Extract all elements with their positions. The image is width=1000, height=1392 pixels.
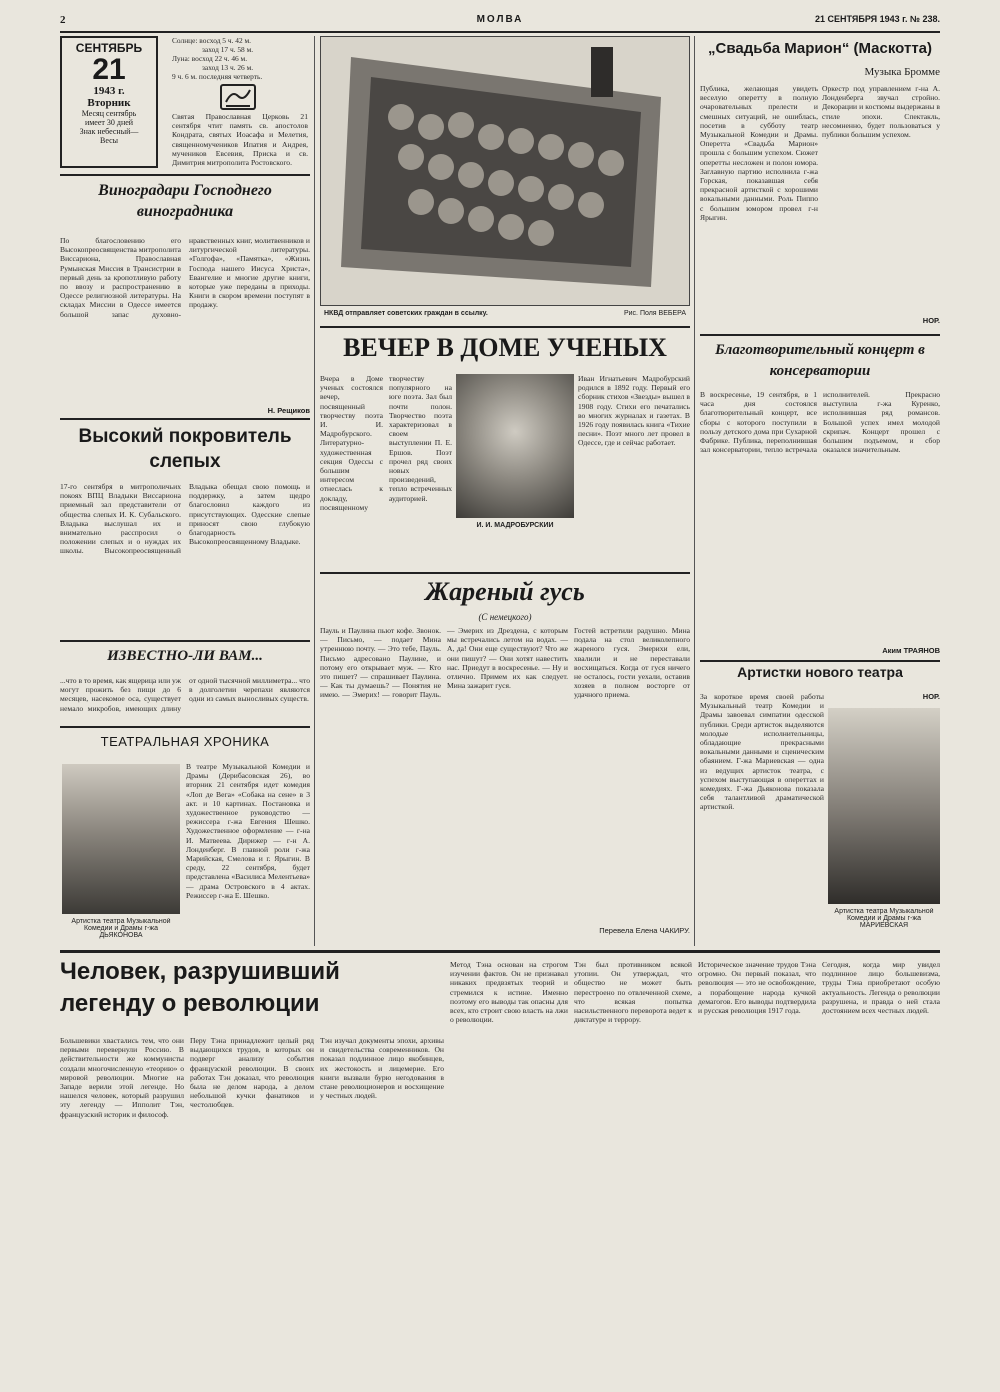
calendar-line: Месяц сентябрь [81, 109, 137, 118]
article-title: Жареный гусь [425, 577, 585, 606]
astro-line: Луна: восход 22 ч. 46 м. [172, 54, 248, 63]
article-subtitle: Музыка Бромме [864, 66, 940, 78]
section-rule [60, 418, 310, 420]
column-rule [694, 36, 695, 946]
section-rule [60, 726, 310, 728]
article-body: За короткое время своей работы Музыкальный театр Комедии и Драмы завоевал симпатии одесской публики. Среди артисток выделяются молодые исполнительницы, обладающие прекрасными вокальными данными и сценическим обаянием. Г-жа Мариевская — одна из ведущих артисток театра, с успехом выступающая в опереттах и комедиях. Г-жа Дьяконова показала себя талантливой драматической артисткой. [700, 692, 824, 812]
article-signature: Н. Рещиков [267, 406, 310, 415]
calendar-day: 21 [92, 53, 126, 86]
astro-line: заход 17 ч. 58 м. [202, 45, 254, 54]
section-rule [60, 640, 310, 642]
calendar-year: 1943 г. [93, 85, 125, 97]
article-body: ...что в то время, как ящерица или уж могут прожить без пищи до 6 месяцев, насекомое оса, существует немало микробов, имеющих длину от одной тысячной миллиметра... что в долголетии черепахи являются одни из самых выносливых существ. [60, 676, 310, 713]
astro-line: Солнце: восход 5 ч. 42 м. [172, 36, 252, 45]
astro-line: заход 13 ч. 26 м. [202, 63, 254, 72]
article-body: Перу Тэна принадлежит целый ряд выдающихся трудов, в которых он подверг анализу события французской революции. В своих работах Тэн доказал, что революция была не делом народа, а делом небольшой кучки фанатиков и честолюбцев. [190, 1036, 314, 1110]
article-body: В театре Музыкальной Комедии и Драмы (Дерибасовская 26), во вторник 21 сентября идет комедия «Лоп де Вега» «Собака на сене» в 3 акт. и 10 картинах. Постановка и художественное руководство — режиссера г-жа Евгения Шешко. Художественное оформление — г-на И. Матвеева. Дирижер — г-н А. Лонденберг. В главной роли г-жа Марийская, Смелова и г. Ярыгин. В среду, 22 сентября, будет представлена «Василиса Мелентьева» — драма Островского в 4 актах. Режиссер г-жа Е. Шешко. [186, 762, 310, 900]
photo-caption: Артистка театра Музыкальной Комедии и Драмы г-жа ДЬЯКОНОВА [71, 918, 171, 939]
article-signature: НОР. [922, 316, 940, 325]
article-body: Тэн изучал документы эпохи, архивы и свидетельства современников. Он показал подлинное лицо якобинцев, их жестокость и лицемерие. Его книги вызвали бурю негодования в стане революционеров и восхищение у честных людей. [320, 1036, 444, 1101]
translator-signature: Перевела Елена ЧАКИРУ. [599, 926, 690, 935]
section-rule [320, 572, 690, 574]
article-title: ВЕЧЕР В ДОМЕ УЧЕНЫХ [343, 333, 667, 362]
article-body-continued: Иван Игнатьевич Мадробурский родился в 1892 году. Первый его сборник стихов «Звезды» вышел в 1908 году. Стихи его печатались во многих журналах и газетах. В 1926 году появилась книга «Тихие песни». Поэт много лет провел в Одессе, где и сейчас работает. [578, 374, 690, 448]
issue-date: 21 СЕНТЯБРЯ 1943 г. № 238. [815, 14, 940, 24]
article-title: „Свадьба Марион“ (Маскотта) [708, 40, 932, 57]
poet-portrait [456, 374, 574, 518]
astro-info [172, 36, 308, 84]
article-body: Тэн был противником всякой утопии. Он утверждал, что общество не может быть перестроено по отвлеченной схеме, что всякая попытка насильственного переворота ведет к диктатуре и террору. [574, 960, 692, 1025]
calendar-line: имеет 30 дней [84, 118, 134, 127]
photo-caption: Артистка театра Музыкальной Комедии и Драмы г-жа МАРИЕВСКАЯ [834, 908, 934, 929]
illustration-nkvd [320, 36, 690, 306]
article-subtitle: (С немецкого) [478, 612, 532, 622]
article-body: Сегодня, когда мир увидел подлинное лицо большевизма, труды Тэна приобретают особую актуальность. Легенда о революции разрушена, и правда о ней стала достоянием всех честных людей. [822, 960, 940, 1016]
article-body: 17-го сентября в митрополичьих покоях ВПЦ Владыки Виссариона приемный зал представители от общества слепых И. К. Субальского. Владыка выслушал их и внимательно расспросил о положении слепых и о нуждах их школы. Высокопреосвященный Владыка обещал свою помощь и поддержку, а затем щедро благословил каждого из присутствующих. Одесские слепые приносят свою глубокую благодарность Высокопреосвященному Владыке. [60, 482, 310, 556]
article-title: Благотворительный концерт в консерватории [715, 342, 925, 379]
article-title: Виноградари Господнего виноградника [98, 182, 272, 220]
article-body: Вчера в Доме ученых состоялся вечер, посвященный творчеству поэта И. И. Мадробурского. Литературно-художественная секция Одессы с большим интересом отнеслась к докладу, посвященному творчеству популярного на юге поэта. Зал был почти полон. Творчество поэта характеризовал в своем выступлении П. Е. Ершов. Поэт прочел ряд своих новых произведений, тепло встреченных аудиторией. [320, 374, 452, 512]
article-signature: НОР. [922, 692, 940, 701]
article-title: Артистки нового театра [737, 664, 903, 680]
article-title: Высокий покровитель слепых [78, 426, 292, 472]
calendar-box [60, 36, 158, 168]
article-body-continued: Гостей встретили радушно. Мина подала на стол великолепного жареного гуся. Эмерихи ели, хвалили и не переставали восхищаться. Когда от гуся ничего не осталось, гости уехали, оставив хозяев в полном восторге от удачного приема. [574, 626, 690, 700]
article-body: Метод Тэна основан на строгом изучении фактов. Он не признавал никаких предвзятых теорий и стремился к истине. Именно поэтому его выводы так опасны для всех, кто строит свою власть на лжи о революции. [450, 960, 568, 1025]
header-rule [60, 31, 940, 33]
article-body: По благословению его Высокопреосвященства митрополита Виссариона, Православная Румынская Миссия в Трансистрии в первый день за кропотливую работу по ввозу и распространению в Одессе религиозной литературы. На складах Миссии в Одессе имеется большой запас духовно-нравственных книг, молитвенников и литургической литературы. «Голгофа», «Памятка», «Жизнь Господа нашего Иисуса Христа», Евангелие и многие другие книги, которые уже переданы в приходы. Книги в скором времени поступят в продажу. [60, 236, 310, 319]
page-number: 2 [60, 14, 66, 26]
calendar-month: СЕНТЯБРЬ [75, 41, 143, 55]
zodiac-libra-icon [220, 84, 256, 110]
section-rule [60, 174, 310, 176]
article-body: Пауль и Паулина пьют кофе. Звонок. — Письмо, — подает Мина утреннюю почту. — Это тебе, Пауль. Письмо адресовано Паулине, и потому его открывает муж. — Кто это пишет? — спрашивает Паулина. — Как ты думаешь? — Понятия не имею. — Эмерих! — говорит Пауль. — Эмерих из Дрездена, с которым мы встречались летом на водах. — А, да! Они еще существуют? Что же они пишут? — Они хотят навестить нас. Приедут в воскресенье. — Ну и отлично. Примем их как следует. Мина зажарит гуся. [320, 626, 568, 700]
page-header [60, 10, 940, 32]
actress-photo [62, 764, 180, 914]
section-rule [700, 334, 940, 336]
church-note: Святая Православная Церковь 21 сентября чтит память св. апостолов Кондрата, святых Иоасафа и Мелетия, священномучеников Ипатия и Андрея, мучеников Евсевия, Приска и св. Димитрия митрополита Ростовского. [172, 112, 308, 168]
column-rule [314, 36, 315, 946]
section-rule [320, 326, 690, 328]
actress-photo [828, 708, 940, 904]
article-body: Историческое значение трудов Тэна огромно. Он первый показал, что революция — это не освобождение, а порабощение народа кучкой демагогов. Его выводы подтвердила и русская революция 1917 года. [698, 960, 816, 1016]
illustration-caption: НКВД отправляет советских граждан в ссылку. [324, 310, 488, 317]
article-body-continued: Оркестр под управлением г-на А. Лонденберга звучал стройно. Декорации и костюмы выдержаны в стиле эпохи. Спектакль, несомненно, будет пользоваться у публики большим успехом. [822, 84, 940, 140]
illustration-credit: Рис. Поля ВЕБЕРА [623, 310, 686, 317]
article-body: В воскресенье, 19 сентября, в 1 часа дня состоялся благотворительный концерт, все сборы с которого поступили в пользу детского дома при Сухарной Фабрике. Публика, переполнившая зал консерватории, тепло встречала исполнителей. Прекрасно выступила г-жа Куренко, исполнившая ряд романсов. Большой успех имел молодой скрипач. Концерт прошел с большим подъемом, и сбор оказался значительным. [700, 390, 940, 455]
illustration-caption-row [320, 308, 690, 322]
article-body: Публика, желающая увидеть веселую оперетту в полную очаровательных прелести и смешных ситуаций, не ошиблась, посетив в субботу театр Музыкальной Комедии и Драмы. Оперетта «Свадьба Марион» прошла с большим успехом. Сюжет оперетты несложен и полон юмора. Заглавную партию исполнила г-жа Горская, показавшая себя прекрасной артисткой с хорошими вокальными данными. Роль Пиппо с большим юмором провел г-н Ярыгин. [700, 84, 818, 222]
calendar-weekday: Вторник [87, 97, 131, 109]
article-title: ИЗВЕСТНО-ЛИ ВАМ... [107, 648, 263, 664]
calendar-line: Весы [99, 136, 118, 145]
article-title: Человек, разрушивший легенду о революции [60, 958, 340, 1017]
article-body: Большевики хвастались тем, что они первыми перевернули Россию. В действительности же коммунисты создали многочисленную «теорию» о мировой революции. Многие на Западе верили этой легенде. Но нашелся человек, который разрушил эту легенду — Ипполит Тэн, французский историк и философ. [60, 1036, 184, 1119]
calendar-line: Знак небесный— [79, 127, 139, 136]
newspaper-name: МОЛВА [476, 14, 524, 25]
section-rule [60, 950, 940, 953]
article-title: ТЕАТРАЛЬНАЯ ХРОНИКА [100, 734, 270, 749]
article-signature: Аким ТРАЯНОВ [882, 646, 940, 655]
portrait-caption: И. И. МАДРОБУРСКИЙ [476, 522, 554, 529]
astro-line: 9 ч. 6 м. последняя четверть. [172, 72, 263, 81]
section-rule [700, 660, 940, 662]
